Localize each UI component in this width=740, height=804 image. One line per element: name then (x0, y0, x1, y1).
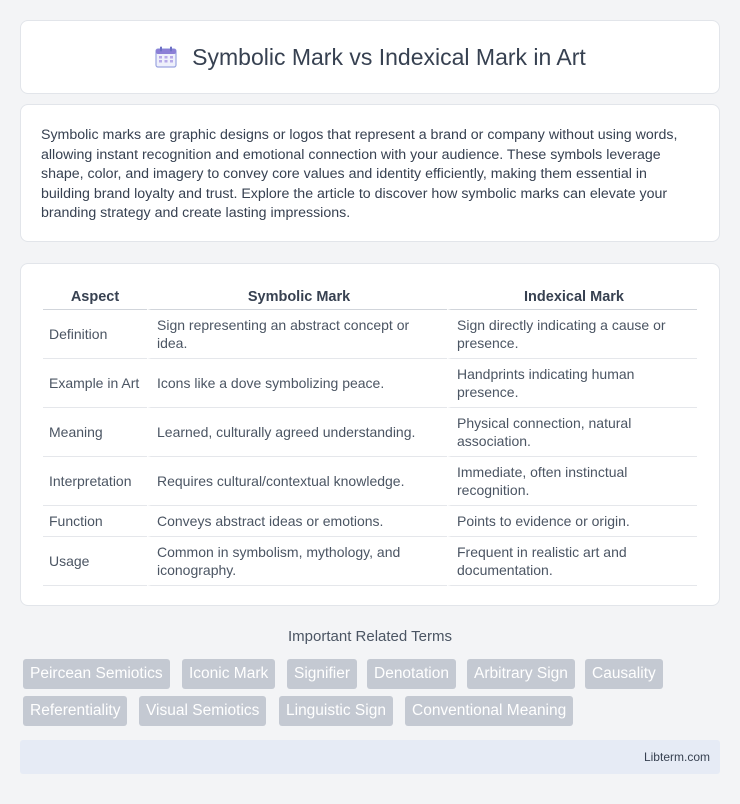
title-card (20, 20, 720, 94)
page-title: Symbolic Mark vs Indexical Mark in Art (192, 43, 586, 70)
calendar-icon (154, 45, 178, 69)
tag-causality[interactable]: Causality (585, 659, 663, 689)
row-aspect: Function (43, 506, 147, 537)
table-row (43, 537, 697, 586)
footer-site-link[interactable]: Libterm.com (643, 750, 710, 764)
tag-signifier[interactable]: Signifier (287, 659, 357, 689)
tag-visual-semiotics[interactable]: Visual Semiotics (139, 696, 266, 726)
table-header-row (43, 282, 697, 310)
row-symbolic: Icons like a dove symbolizing peace. (147, 359, 447, 408)
tag-linguistic-sign[interactable]: Linguistic Sign (279, 696, 393, 726)
intro-card (20, 104, 720, 242)
row-indexical: Points to evidence or origin. (447, 506, 697, 537)
tag-referentiality[interactable]: Referentiality (23, 696, 127, 726)
tag-arbitrary-sign[interactable]: Arbitrary Sign (467, 659, 575, 689)
row-aspect: Usage (43, 537, 147, 586)
row-indexical: Immediate, often instinctual recognition. (447, 457, 697, 506)
tag-iconic-mark[interactable]: Iconic Mark (182, 659, 275, 689)
table-row (43, 506, 697, 537)
footer (20, 740, 720, 774)
tag-denotation[interactable]: Denotation (367, 659, 456, 689)
table-row (43, 310, 697, 359)
row-symbolic: Common in symbolism, mythology, and iconography. (147, 537, 447, 586)
row-symbolic: Sign representing an abstract concept or idea. (147, 310, 447, 359)
tag-conventional-meaning[interactable]: Conventional Meaning (405, 696, 573, 726)
row-indexical: Handprints indicating human presence. (447, 359, 697, 408)
table-row (43, 359, 697, 408)
row-aspect: Example in Art (43, 359, 147, 408)
header-indexical-mark: Indexical Mark (447, 282, 697, 310)
tag-peircean-semiotics[interactable]: Peircean Semiotics (23, 659, 170, 689)
row-indexical: Physical connection, natural association. (447, 408, 697, 457)
row-aspect: Interpretation (43, 457, 147, 506)
comparison-table (43, 282, 697, 586)
row-indexical: Frequent in realistic art and documentation. (447, 537, 697, 586)
header-aspect: Aspect (43, 282, 147, 310)
row-aspect: Definition (43, 310, 147, 359)
row-symbolic: Learned, culturally agreed understanding. (147, 408, 447, 457)
row-symbolic: Requires cultural/contextual knowledge. (147, 457, 447, 506)
intro-text: Symbolic marks are graphic designs or logos that represent a brand or company without using words, allowing instant recognition and emotional connection with your audience. These symbols leverage shape, color, and imagery to convey core values and identity efficiently, making them essential in building brand loyalty and trust. Explore the article to discover how symbolic marks can elevate your branding strategy and create lasting impressions. (41, 127, 678, 221)
table-row (43, 457, 697, 506)
row-symbolic: Conveys abstract ideas or emotions. (147, 506, 447, 537)
row-indexical: Sign directly indicating a cause or presence. (447, 310, 697, 359)
header-symbolic-mark: Symbolic Mark (147, 282, 447, 310)
related-terms-title: Important Related Terms (288, 628, 452, 645)
comparison-table-card (20, 263, 720, 606)
row-aspect: Meaning (43, 408, 147, 457)
table-row (43, 408, 697, 457)
